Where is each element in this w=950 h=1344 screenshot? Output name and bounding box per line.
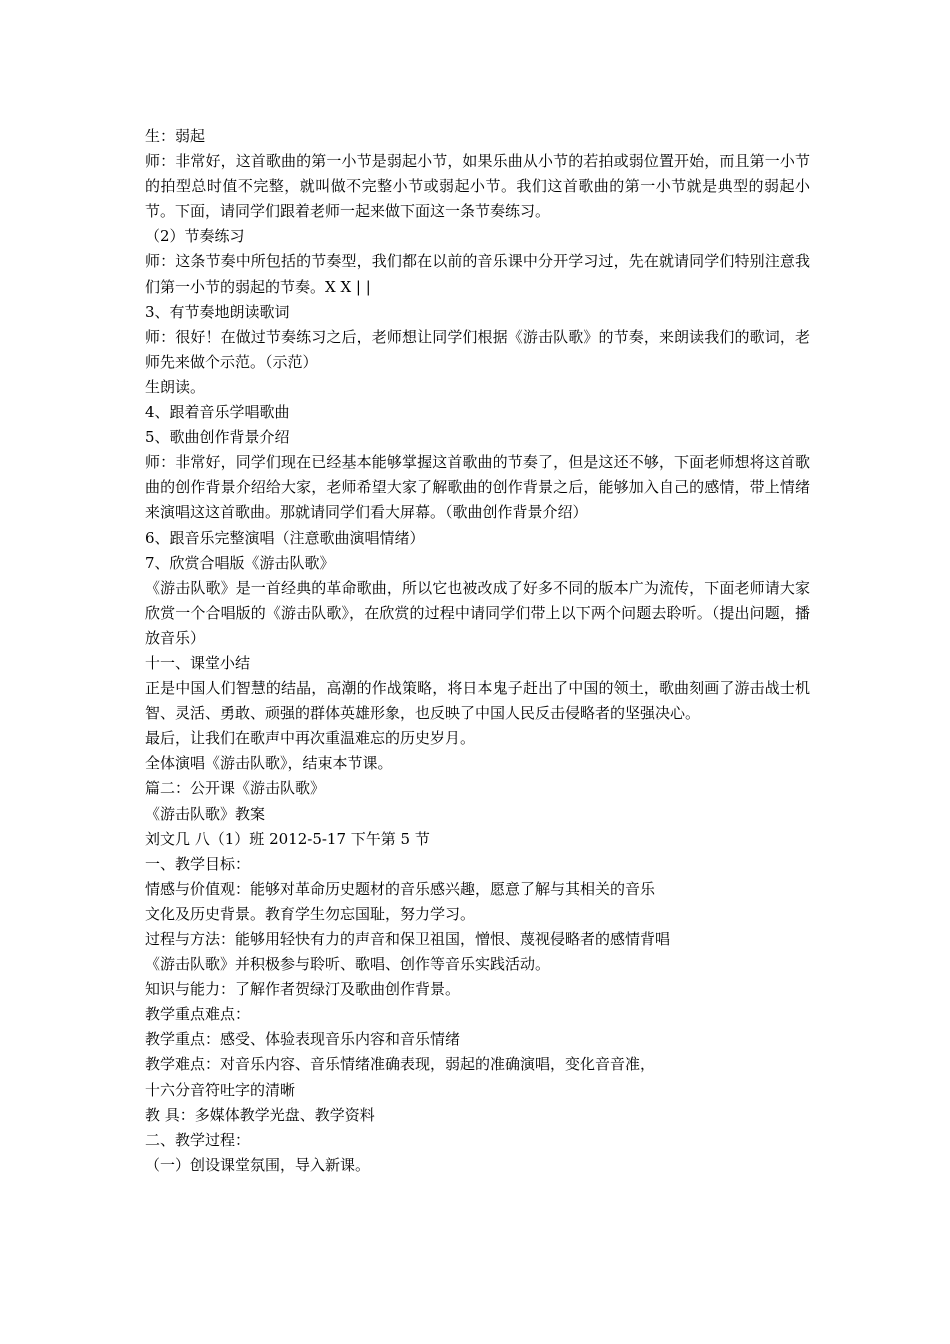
section-heading: 教学重点难点： [145, 1005, 251, 1024]
paragraph: 知识与能力：了解作者贺绿汀及歌曲创作背景。 [145, 980, 461, 999]
section-heading: 十一、课堂小结 [145, 653, 251, 672]
section-heading: 3、有节奏地朗读歌词 [145, 302, 290, 321]
paragraph: 《游击队歌》并积极参与聆听、歌唱、创作等音乐实践活动。 [145, 955, 551, 974]
paragraph: 过程与方法：能够用轻快有力的声音和保卫祖国，憎恨、蔑视侵略者的感情背唱 [145, 930, 671, 948]
section-heading: 7、欣赏合唱版《游击队歌》 [145, 553, 335, 572]
paragraph: 全体演唱《游击队歌》，结束本节课。 [145, 754, 393, 773]
paragraph: 十六分音符吐字的清晰 [145, 1080, 296, 1099]
paragraph: 师：非常好，这首歌曲的第一小节是弱起小节，如果乐曲从小节的若拍或弱位置开始，而且第一小节的拍型总时值不完整，就叫做不完整小节或弱起小节。我们这首歌曲的第一小节就是典型的弱起小节。下面，请同学们跟着老师一起来做下面这一条节奏练习。 [145, 152, 810, 221]
lesson-info: 刘文几 八（1）班 2012-5-17 下午第 5 节 [145, 829, 430, 848]
section-heading: 4、跟着音乐学唱歌曲 [145, 403, 290, 422]
paragraph: 师：这条节奏中所包括的节奏型，我们都在以前的音乐课中分开学习过，先在就请同学们特别注意我们第一小节的弱起的节奏。X X | | [145, 252, 810, 296]
section-heading: （一）创设课堂氛围，导入新课。 [145, 1155, 371, 1174]
paragraph: 最后，让我们在歌声中再次重温难忘的历史岁月。 [145, 729, 476, 748]
paragraph: 生朗读。 [145, 377, 206, 396]
document-body [145, 124, 810, 1178]
paragraph: 正是中国人们智慧的结晶，高潮的作战策略，将日本鬼子赶出了中国的领土，歌曲刻画了游击战士机智、灵活、勇敢、顽强的群体英雄形象，也反映了中国人民反击侵略者的坚强决心。 [145, 679, 810, 723]
section-heading: 一、教学目标： [145, 854, 251, 873]
section-heading: 6、跟音乐完整演唱（注意歌曲演唱情绪） [145, 528, 425, 547]
paragraph: 教学重点：感受、体验表现音乐内容和音乐情绪 [145, 1030, 461, 1049]
article-heading: 篇二：公开课《游击队歌》 [145, 779, 326, 798]
paragraph: 《游击队歌》是一首经典的革命歌曲，所以它也被改成了好多不同的版本广为流传，下面老师请大家欣赏一个合唱版的《游击队歌》，在欣赏的过程中请同学们带上以下两个问题去聆听。（提出问题，播放音乐） [145, 578, 810, 647]
lesson-plan-title: 《游击队歌》教案 [145, 804, 266, 823]
section-heading: （2）节奏练习 [145, 227, 245, 246]
paragraph: 生：弱起 [145, 127, 206, 145]
paragraph: 文化及历史背景。教育学生勿忘国耻，努力学习。 [145, 904, 476, 923]
paragraph: 师：非常好，同学们现在已经基本能够掌握这首歌曲的节奏了，但是这还不够，下面老师想将这首歌曲的创作背景介绍给大家，老师希望大家了解歌曲的创作背景之后，能够加入自己的感情，带上情绪来演唱这这首歌曲。那就请同学们看大屏幕。（歌曲创作背景介绍） [145, 453, 810, 522]
section-heading: 5、歌曲创作背景介绍 [145, 428, 290, 447]
section-heading: 二、教学过程： [145, 1130, 251, 1149]
paragraph: 教 具：多媒体教学光盘、教学资料 [145, 1105, 375, 1124]
paragraph: 情感与价值观：能够对革命历史题材的音乐感兴趣，愿意了解与其相关的音乐 [145, 879, 656, 898]
paragraph: 师：很好！在做过节奏练习之后，老师想让同学们根据《游击队歌》的节奏，来朗读我们的歌词，老师先来做个示范。（示范） [145, 327, 810, 371]
paragraph: 教学难点：对音乐内容、音乐情绪准确表现，弱起的准确演唱，变化音音准， [145, 1055, 656, 1074]
